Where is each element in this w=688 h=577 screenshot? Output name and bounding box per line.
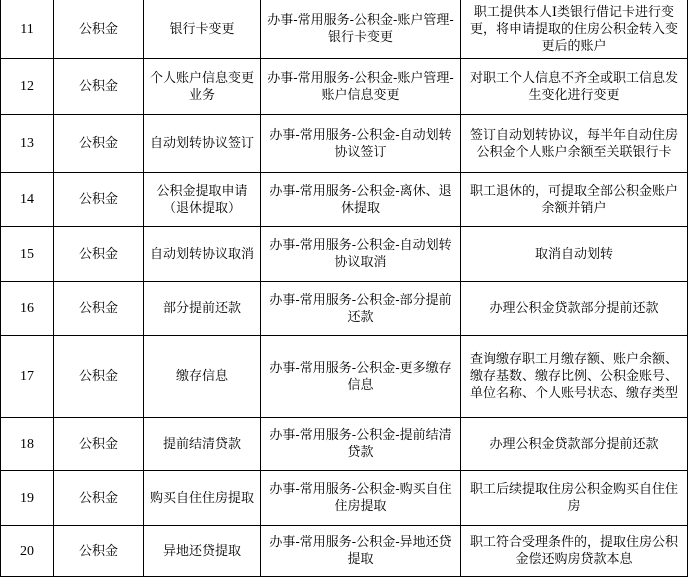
description-cell: 对职工个人信息不齐全或职工信息发生变化进行变更 [461, 59, 688, 115]
item-name-cell: 异地还贷提取 [144, 526, 261, 577]
description-cell: 办理公积金贷款部分提前还款 [461, 418, 688, 471]
row-number: 11 [1, 0, 54, 59]
menu-path-cell: 办事-常用服务-公积金-提前结清贷款 [261, 418, 461, 471]
description-cell: 职工符合受理条件的，提取住房公积金偿还购房贷款本息 [461, 526, 688, 577]
menu-path-cell: 办事-常用服务-公积金-异地还贷提取 [261, 526, 461, 577]
item-name-cell: 提前结清贷款 [144, 418, 261, 471]
menu-path-cell: 办事-常用服务-公积金-自动划转协议取消 [261, 227, 461, 282]
menu-path-cell: 办事-常用服务-公积金-离休、退休提取 [261, 173, 461, 227]
row-number: 19 [1, 471, 54, 526]
table-row [1, 526, 688, 577]
category-cell: 公积金 [54, 173, 144, 227]
description-cell: 职工提供本人I类银行借记卡进行变更，将申请提取的住房公积金转入变更后的账户 [461, 0, 688, 59]
item-name-cell: 个人账户信息变更业务 [144, 59, 261, 115]
menu-path-cell: 办事-常用服务-公积金-更多缴存信息 [261, 336, 461, 418]
description-cell: 签订自动划转协议，每半年自动住房公积金个人账户余额至关联银行卡 [461, 115, 688, 173]
row-number: 15 [1, 227, 54, 282]
description-cell: 职工后续提取住房公积金购买自住住房 [461, 471, 688, 526]
description-cell: 办理公积金贷款部分提前还款 [461, 282, 688, 336]
category-cell: 公积金 [54, 526, 144, 577]
table-row [1, 115, 688, 173]
item-name-cell: 购买自住住房提取 [144, 471, 261, 526]
category-cell: 公积金 [54, 227, 144, 282]
description-cell: 取消自动划转 [461, 227, 688, 282]
category-cell: 公积金 [54, 418, 144, 471]
row-number: 12 [1, 59, 54, 115]
item-name-cell: 自动划转协议签订 [144, 115, 261, 173]
menu-path-cell: 办事-常用服务-公积金-账户管理-账户信息变更 [261, 59, 461, 115]
table-row [1, 173, 688, 227]
item-name-cell: 银行卡变更 [144, 0, 261, 59]
table-row [1, 336, 688, 418]
menu-path-cell: 办事-常用服务-公积金-部分提前还款 [261, 282, 461, 336]
row-number: 13 [1, 115, 54, 173]
item-name-cell: 缴存信息 [144, 336, 261, 418]
item-name-cell: 部分提前还款 [144, 282, 261, 336]
table-row [1, 282, 688, 336]
menu-path-cell: 办事-常用服务-公积金-账户管理-银行卡变更 [261, 0, 461, 59]
table-row [1, 227, 688, 282]
category-cell: 公积金 [54, 471, 144, 526]
item-name-cell: 自动划转协议取消 [144, 227, 261, 282]
row-number: 16 [1, 282, 54, 336]
row-number: 18 [1, 418, 54, 471]
category-cell: 公积金 [54, 336, 144, 418]
menu-path-cell: 办事-常用服务-公积金-自动划转协议签订 [261, 115, 461, 173]
category-cell: 公积金 [54, 115, 144, 173]
table-row [1, 418, 688, 471]
row-number: 17 [1, 336, 54, 418]
row-number: 14 [1, 173, 54, 227]
description-cell: 职工退休的，可提取全部公积金账户余额并销户 [461, 173, 688, 227]
menu-path-cell: 办事-常用服务-公积金-购买自住住房提取 [261, 471, 461, 526]
category-cell: 公积金 [54, 0, 144, 59]
table-row [1, 0, 688, 59]
description-cell: 查询缴存职工月缴存额、账户余额、缴存基数、缴存比例、公积金账号、单位名称、个人账号状态、缴存类型 [461, 336, 688, 418]
category-cell: 公积金 [54, 282, 144, 336]
item-name-cell: 公积金提取申请（退休提取） [144, 173, 261, 227]
row-number: 20 [1, 526, 54, 577]
category-cell: 公积金 [54, 59, 144, 115]
table-row [1, 471, 688, 526]
table-row [1, 59, 688, 115]
